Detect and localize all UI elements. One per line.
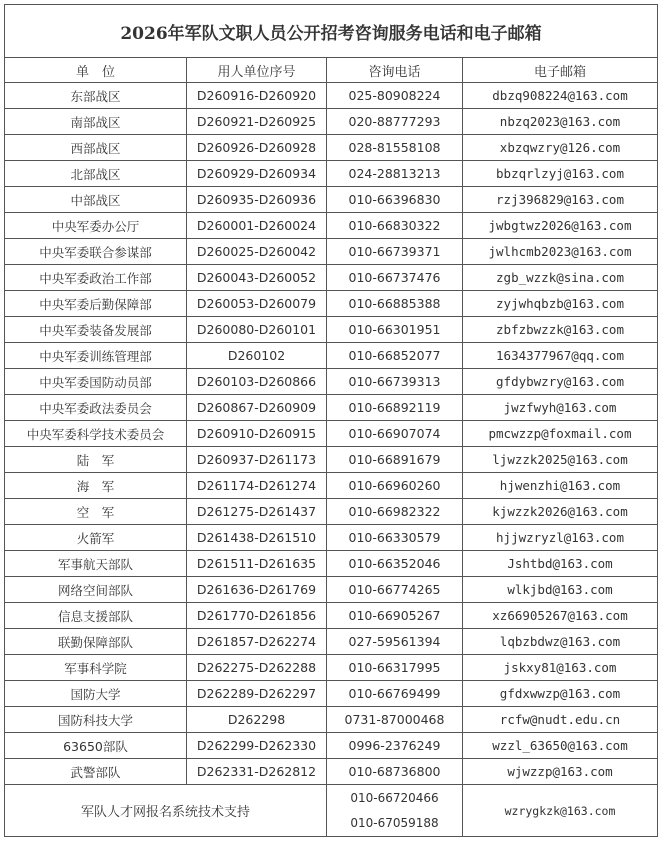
phone-cell: 010-66396830	[327, 187, 463, 213]
code-cell: D261770-D261856	[187, 603, 327, 629]
code-cell: D260102	[187, 343, 327, 369]
table-row	[5, 317, 658, 343]
phone-cell: 010-66317995	[327, 655, 463, 681]
code-cell: D260103-D260866	[187, 369, 327, 395]
email-cell: zbfzbwzzk@163.com	[463, 317, 658, 343]
unit-cell: 网络空间部队	[5, 577, 187, 603]
phone-cell: 027-59561394	[327, 629, 463, 655]
unit-cell: 中央军委联合参谋部	[5, 239, 187, 265]
header-email: 电子邮箱	[463, 58, 658, 83]
email-cell: bbzqrlzyj@163.com	[463, 161, 658, 187]
email-cell: kjwzzk2026@163.com	[463, 499, 658, 525]
phone-cell: 010-66830322	[327, 213, 463, 239]
phone-cell: 010-66885388	[327, 291, 463, 317]
email-cell: hjjwzryzl@163.com	[463, 525, 658, 551]
code-cell: D260001-D260024	[187, 213, 327, 239]
code-cell: D261438-D261510	[187, 525, 327, 551]
code-cell: D262299-D262330	[187, 733, 327, 759]
phone-cell: 010-66352046	[327, 551, 463, 577]
table-row	[5, 343, 658, 369]
unit-cell: 63650部队	[5, 733, 187, 759]
unit-cell: 武警部队	[5, 759, 187, 785]
email-cell: rcfw@nudt.edu.cn	[463, 707, 658, 733]
phone-cell: 010-68736800	[327, 759, 463, 785]
support-email-cell: wzrygkzk@163.com	[463, 785, 658, 837]
table-row	[5, 525, 658, 551]
code-cell: D260921-D260925	[187, 109, 327, 135]
unit-cell: 空 军	[5, 499, 187, 525]
phone-cell: 025-80908224	[327, 83, 463, 109]
unit-cell: 中央军委政治工作部	[5, 265, 187, 291]
support-phone: 010-67059188	[350, 815, 439, 830]
unit-cell: 南部战区	[5, 109, 187, 135]
table-row	[5, 395, 658, 421]
table-row	[5, 577, 658, 603]
phone-cell: 010-66982322	[327, 499, 463, 525]
email-cell: jwbgtwz2026@163.com	[463, 213, 658, 239]
unit-cell: 联勤保障部队	[5, 629, 187, 655]
email-cell: ljwzzk2025@163.com	[463, 447, 658, 473]
table-row	[5, 733, 658, 759]
phone-cell: 010-66892119	[327, 395, 463, 421]
unit-cell: 国防大学	[5, 681, 187, 707]
unit-cell: 军事科学院	[5, 655, 187, 681]
email-cell: wzzl_63650@163.com	[463, 733, 658, 759]
phone-cell: 0996-2376249	[327, 733, 463, 759]
unit-cell: 陆 军	[5, 447, 187, 473]
contact-table	[4, 4, 658, 837]
code-cell: D260080-D260101	[187, 317, 327, 343]
code-cell: D260025-D260042	[187, 239, 327, 265]
unit-cell: 中部战区	[5, 187, 187, 213]
email-cell: 1634377967@qq.com	[463, 343, 658, 369]
email-cell: jwlhcmb2023@163.com	[463, 239, 658, 265]
table-row	[5, 655, 658, 681]
code-cell: D262331-D262812	[187, 759, 327, 785]
phone-cell: 020-88777293	[327, 109, 463, 135]
table-row	[5, 213, 658, 239]
email-cell: hjwenzhi@163.com	[463, 473, 658, 499]
phone-cell: 010-66739313	[327, 369, 463, 395]
code-cell: D260935-D260936	[187, 187, 327, 213]
email-cell: jskxy81@163.com	[463, 655, 658, 681]
code-cell: D261636-D261769	[187, 577, 327, 603]
support-row	[5, 785, 658, 837]
code-cell: D260916-D260920	[187, 83, 327, 109]
title-row	[5, 5, 658, 58]
code-cell: D260053-D260079	[187, 291, 327, 317]
email-cell: Jshtbd@163.com	[463, 551, 658, 577]
code-cell: D262298	[187, 707, 327, 733]
code-cell: D260937-D261173	[187, 447, 327, 473]
phone-cell: 010-66907074	[327, 421, 463, 447]
table-row	[5, 291, 658, 317]
table-row	[5, 707, 658, 733]
unit-cell: 中央军委后勤保障部	[5, 291, 187, 317]
phone-cell: 010-66960260	[327, 473, 463, 499]
table-row	[5, 603, 658, 629]
unit-cell: 西部战区	[5, 135, 187, 161]
contact-sheet	[4, 4, 657, 837]
phone-cell: 010-66739371	[327, 239, 463, 265]
phone-cell: 010-66891679	[327, 447, 463, 473]
phone-cell: 010-66769499	[327, 681, 463, 707]
unit-cell: 海 军	[5, 473, 187, 499]
table-row	[5, 187, 658, 213]
table-row	[5, 551, 658, 577]
email-cell: nbzq2023@163.com	[463, 109, 658, 135]
unit-cell: 军事航天部队	[5, 551, 187, 577]
code-cell: D260043-D260052	[187, 265, 327, 291]
unit-cell: 中央军委训练管理部	[5, 343, 187, 369]
table-row	[5, 135, 658, 161]
unit-cell: 中央军委政法委员会	[5, 395, 187, 421]
email-cell: lqbzbdwz@163.com	[463, 629, 658, 655]
code-cell: D262289-D262297	[187, 681, 327, 707]
code-cell: D262275-D262288	[187, 655, 327, 681]
table-row	[5, 83, 658, 109]
table-row	[5, 239, 658, 265]
email-cell: gfdybwzry@163.com	[463, 369, 658, 395]
unit-cell: 北部战区	[5, 161, 187, 187]
unit-cell: 中央军委国防动员部	[5, 369, 187, 395]
table-row	[5, 759, 658, 785]
code-cell: D261857-D262274	[187, 629, 327, 655]
table-row	[5, 109, 658, 135]
header-phone: 咨询电话	[327, 58, 463, 83]
page-title: 2026年军队文职人员公开招考咨询服务电话和电子邮箱	[5, 5, 658, 58]
table-row	[5, 629, 658, 655]
phone-cell: 010-66852077	[327, 343, 463, 369]
unit-cell: 信息支援部队	[5, 603, 187, 629]
unit-cell: 东部战区	[5, 83, 187, 109]
unit-cell: 国防科技大学	[5, 707, 187, 733]
phone-cell: 010-66301951	[327, 317, 463, 343]
table-row	[5, 447, 658, 473]
table-row	[5, 265, 658, 291]
support-phone-cell	[327, 785, 463, 837]
phone-cell: 010-66774265	[327, 577, 463, 603]
table-row	[5, 161, 658, 187]
unit-cell: 火箭军	[5, 525, 187, 551]
support-phone: 010-66720466	[350, 790, 439, 805]
email-cell: jwzfwyh@163.com	[463, 395, 658, 421]
email-cell: xz66905267@163.com	[463, 603, 658, 629]
email-cell: zgb_wzzk@sina.com	[463, 265, 658, 291]
header-code: 用人单位序号	[187, 58, 327, 83]
code-cell: D260926-D260928	[187, 135, 327, 161]
code-cell: D261275-D261437	[187, 499, 327, 525]
phone-cell: 024-28813213	[327, 161, 463, 187]
email-cell: wlkjbd@163.com	[463, 577, 658, 603]
code-cell: D260867-D260909	[187, 395, 327, 421]
email-cell: rzj396829@163.com	[463, 187, 658, 213]
code-cell: D260910-D260915	[187, 421, 327, 447]
unit-cell: 中央军委装备发展部	[5, 317, 187, 343]
email-cell: pmcwzzp@foxmail.com	[463, 421, 658, 447]
header-unit: 单 位	[5, 58, 187, 83]
table-row	[5, 421, 658, 447]
phone-cell: 010-66737476	[327, 265, 463, 291]
table-row	[5, 473, 658, 499]
email-cell: dbzq908224@163.com	[463, 83, 658, 109]
support-unit-cell: 军队人才网报名系统技术支持	[5, 785, 327, 837]
phone-cell: 0731-87000468	[327, 707, 463, 733]
email-cell: gfdxwwzp@163.com	[463, 681, 658, 707]
email-cell: wjwzzp@163.com	[463, 759, 658, 785]
table-row	[5, 499, 658, 525]
phone-cell: 010-66330579	[327, 525, 463, 551]
code-cell: D261511-D261635	[187, 551, 327, 577]
code-cell: D260929-D260934	[187, 161, 327, 187]
table-row	[5, 369, 658, 395]
phone-cell: 028-81558108	[327, 135, 463, 161]
table-row	[5, 681, 658, 707]
unit-cell: 中央军委办公厅	[5, 213, 187, 239]
unit-cell: 中央军委科学技术委员会	[5, 421, 187, 447]
phone-cell: 010-66905267	[327, 603, 463, 629]
email-cell: zyjwhqbzb@163.com	[463, 291, 658, 317]
code-cell: D261174-D261274	[187, 473, 327, 499]
header-row	[5, 58, 658, 83]
email-cell: xbzqwzry@126.com	[463, 135, 658, 161]
